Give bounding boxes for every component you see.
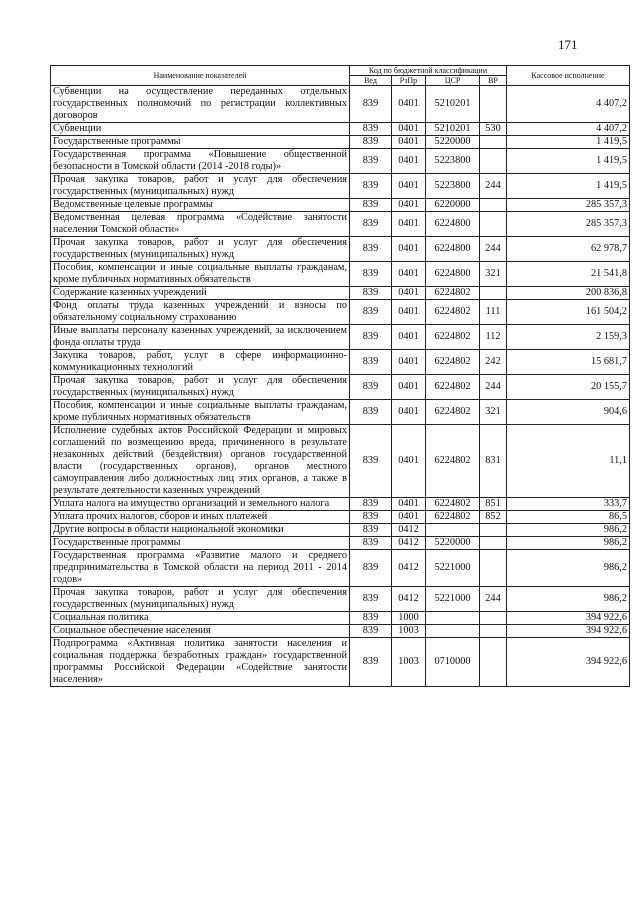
cell-sum: 20 155,7 [507, 375, 630, 400]
cell-vr [480, 524, 507, 537]
cell-csr: 6224802 [426, 300, 480, 325]
cell-vr [480, 625, 507, 638]
cell-ved: 839 [350, 612, 392, 625]
cell-vr [480, 287, 507, 300]
cell-rzpr: 1003 [392, 638, 426, 687]
cell-name: Субвенции [51, 123, 350, 136]
cell-csr [426, 524, 480, 537]
cell-csr: 6224802 [426, 350, 480, 375]
cell-csr: 0710000 [426, 638, 480, 687]
cell-name: Государственная программа «Повышение общественной безопасности в Томской области (2014 -2018 годы)» [51, 149, 350, 174]
cell-name: Прочая закупка товаров, работ и услуг для обеспечения государственных (муниципальных) нужд [51, 375, 350, 400]
cell-rzpr: 1003 [392, 625, 426, 638]
cell-sum: 2 159,3 [507, 325, 630, 350]
cell-vr: 111 [480, 300, 507, 325]
cell-sum: 333,7 [507, 498, 630, 511]
cell-sum: 394 922,6 [507, 612, 630, 625]
cell-name: Уплата налога на имущество организаций и земельного налога [51, 498, 350, 511]
cell-csr: 6224802 [426, 287, 480, 300]
cell-name: Подпрограмма «Активная политика занятости населения и социальная поддержка безработных граждан» государственной программы Российской Федерации «Содействие занятости населения» [51, 638, 350, 687]
table-row [51, 524, 630, 537]
cell-sum: 394 922,6 [507, 625, 630, 638]
cell-vr [480, 199, 507, 212]
cell-sum: 62 978,7 [507, 237, 630, 262]
cell-csr: 6224802 [426, 375, 480, 400]
header-name: Наименование показателей [51, 66, 350, 86]
cell-name: Пособия, компенсации и иные социальные выплаты гражданам, кроме публичных нормативных обязательств [51, 400, 350, 425]
cell-rzpr: 0401 [392, 199, 426, 212]
cell-ved: 839 [350, 149, 392, 174]
cell-rzpr: 0401 [392, 86, 426, 123]
cell-vr [480, 550, 507, 587]
cell-csr: 5221000 [426, 587, 480, 612]
cell-ved: 839 [350, 375, 392, 400]
cell-ved: 839 [350, 400, 392, 425]
table-row [51, 237, 630, 262]
cell-ved: 839 [350, 511, 392, 524]
cell-csr: 5210201 [426, 86, 480, 123]
cell-rzpr: 0412 [392, 550, 426, 587]
cell-ved: 839 [350, 638, 392, 687]
table-row [51, 511, 630, 524]
cell-csr: 5220000 [426, 537, 480, 550]
cell-name: Ведомственные целевые программы [51, 199, 350, 212]
page-number: 171 [558, 37, 578, 52]
cell-ved: 839 [350, 587, 392, 612]
cell-name: Ведомственная целевая программа «Содействие занятости населения Томской области» [51, 212, 350, 237]
cell-ved: 839 [350, 86, 392, 123]
cell-vr [480, 212, 507, 237]
cell-vr: 244 [480, 237, 507, 262]
cell-csr: 6220000 [426, 199, 480, 212]
cell-rzpr: 0412 [392, 537, 426, 550]
cell-name: Государственные программы [51, 537, 350, 550]
cell-rzpr: 0401 [392, 350, 426, 375]
header-code-group: Код по бюджетной классификации [350, 66, 507, 76]
cell-csr: 6224802 [426, 498, 480, 511]
cell-vr [480, 537, 507, 550]
cell-name: Социальная политика [51, 612, 350, 625]
cell-name: Другие вопросы в области национальной экономики [51, 524, 350, 537]
cell-csr: 5221000 [426, 550, 480, 587]
cell-ved: 839 [350, 425, 392, 498]
cell-name: Прочая закупка товаров, работ и услуг для обеспечения государственных (муниципальных) нужд [51, 587, 350, 612]
cell-csr: 6224802 [426, 425, 480, 498]
cell-name: Уплата прочих налогов, сборов и иных платежей [51, 511, 350, 524]
cell-csr: 6224802 [426, 325, 480, 350]
cell-rzpr: 0401 [392, 325, 426, 350]
cell-name: Субвенции на осуществление переданных отдельных государственных полномочий по регистрации коллективных договоров [51, 86, 350, 123]
cell-vr: 112 [480, 325, 507, 350]
cell-rzpr: 0401 [392, 136, 426, 149]
cell-rzpr: 0401 [392, 212, 426, 237]
cell-rzpr: 0401 [392, 174, 426, 199]
table-row [51, 350, 630, 375]
cell-csr [426, 612, 480, 625]
cell-vr: 244 [480, 375, 507, 400]
cell-sum: 4 407,2 [507, 86, 630, 123]
table-row [51, 149, 630, 174]
cell-ved: 839 [350, 287, 392, 300]
cell-sum: 986,2 [507, 537, 630, 550]
table-row [51, 123, 630, 136]
cell-name: Исполнение судебных актов Российской Федерации и мировых соглашений по возмещению вреда, причиненного в результате незаконных действий (бездействия) органов государственной власти (государственных органов), органов местного самоуправления либо должностных лиц этих органов, а также в результате деятельности казенных учреждений [51, 425, 350, 498]
cell-name: Содержание казенных учреждений [51, 287, 350, 300]
cell-rzpr: 0401 [392, 123, 426, 136]
cell-sum: 1 419,5 [507, 136, 630, 149]
cell-ved: 839 [350, 325, 392, 350]
cell-csr [426, 625, 480, 638]
cell-csr: 5223800 [426, 174, 480, 199]
table-row [51, 625, 630, 638]
cell-ved: 839 [350, 524, 392, 537]
cell-name: Прочая закупка товаров, работ и услуг для обеспечения государственных (муниципальных) нужд [51, 174, 350, 199]
table-row [51, 86, 630, 123]
table-row [51, 212, 630, 237]
cell-vr: 851 [480, 498, 507, 511]
cell-name: Фонд оплаты труда казенных учреждений и взносы по обязательному социальному страхованию [51, 300, 350, 325]
cell-vr [480, 136, 507, 149]
header-total: Кассовое исполнение [507, 66, 630, 86]
cell-vr: 242 [480, 350, 507, 375]
cell-rzpr: 0401 [392, 425, 426, 498]
table-row [51, 262, 630, 287]
cell-name: Социальное обеспечение населения [51, 625, 350, 638]
cell-sum: 11,1 [507, 425, 630, 498]
cell-sum: 986,2 [507, 550, 630, 587]
cell-rzpr: 0401 [392, 511, 426, 524]
cell-csr: 6224800 [426, 262, 480, 287]
cell-rzpr: 0401 [392, 375, 426, 400]
cell-sum: 986,2 [507, 524, 630, 537]
cell-name: Закупка товаров, работ, услуг в сфере информационно-коммуникационных технологий [51, 350, 350, 375]
cell-vr [480, 612, 507, 625]
table-row [51, 287, 630, 300]
cell-csr: 5210201 [426, 123, 480, 136]
cell-vr: 244 [480, 587, 507, 612]
cell-sum: 285 357,3 [507, 199, 630, 212]
cell-vr [480, 149, 507, 174]
cell-rzpr: 0412 [392, 587, 426, 612]
cell-sum: 161 504,2 [507, 300, 630, 325]
cell-ved: 839 [350, 350, 392, 375]
cell-rzpr: 0401 [392, 287, 426, 300]
cell-ved: 839 [350, 300, 392, 325]
cell-csr: 5223800 [426, 149, 480, 174]
budget-table [50, 65, 630, 687]
cell-vr: 530 [480, 123, 507, 136]
table-row [51, 199, 630, 212]
cell-vr [480, 86, 507, 123]
cell-sum: 21 541,8 [507, 262, 630, 287]
table-row [51, 638, 630, 687]
table-row [51, 498, 630, 511]
table-row [51, 300, 630, 325]
table-row [51, 375, 630, 400]
table-row [51, 425, 630, 498]
table-row [51, 612, 630, 625]
cell-ved: 839 [350, 550, 392, 587]
table-row [51, 136, 630, 149]
table-row [51, 325, 630, 350]
table-row [51, 400, 630, 425]
cell-vr: 321 [480, 262, 507, 287]
cell-csr: 5220000 [426, 136, 480, 149]
cell-rzpr: 0401 [392, 149, 426, 174]
cell-name: Государственная программа «Развитие малого и среднего предпринимательства в Томской области на период 2011 - 2014 годов» [51, 550, 350, 587]
cell-ved: 839 [350, 237, 392, 262]
cell-vr: 852 [480, 511, 507, 524]
header-ved: Вед [350, 76, 392, 86]
cell-name: Прочая закупка товаров, работ и услуг для обеспечения государственных (муниципальных) нужд [51, 237, 350, 262]
table-row [51, 550, 630, 587]
cell-vr: 321 [480, 400, 507, 425]
cell-rzpr: 0401 [392, 498, 426, 511]
cell-sum: 986,2 [507, 587, 630, 612]
cell-sum: 1 419,5 [507, 174, 630, 199]
cell-ved: 839 [350, 212, 392, 237]
cell-rzpr: 0412 [392, 524, 426, 537]
cell-ved: 839 [350, 123, 392, 136]
table-row [51, 587, 630, 612]
cell-ved: 839 [350, 498, 392, 511]
table-row [51, 174, 630, 199]
cell-csr: 6224800 [426, 212, 480, 237]
cell-sum: 285 357,3 [507, 212, 630, 237]
cell-vr: 831 [480, 425, 507, 498]
cell-sum: 1 419,5 [507, 149, 630, 174]
cell-ved: 839 [350, 174, 392, 199]
header-rzpr: РзПр [392, 76, 426, 86]
cell-vr [480, 638, 507, 687]
header-vr: ВР [480, 76, 507, 86]
cell-name: Иные выплаты персоналу казенных учреждений, за исключением фонда оплаты труда [51, 325, 350, 350]
cell-csr: 6224802 [426, 511, 480, 524]
cell-ved: 839 [350, 199, 392, 212]
cell-sum: 200 836,8 [507, 287, 630, 300]
cell-name: Пособия, компенсации и иные социальные выплаты гражданам, кроме публичных нормативных обязательств [51, 262, 350, 287]
cell-rzpr: 0401 [392, 300, 426, 325]
header-csr: ЦСР [426, 76, 480, 86]
cell-rzpr: 0401 [392, 262, 426, 287]
cell-rzpr: 0401 [392, 237, 426, 262]
cell-sum: 4 407,2 [507, 123, 630, 136]
cell-sum: 904,6 [507, 400, 630, 425]
cell-ved: 839 [350, 625, 392, 638]
cell-csr: 6224800 [426, 237, 480, 262]
cell-csr: 6224802 [426, 400, 480, 425]
cell-ved: 839 [350, 537, 392, 550]
cell-sum: 15 681,7 [507, 350, 630, 375]
cell-sum: 394 922,6 [507, 638, 630, 687]
cell-rzpr: 0401 [392, 400, 426, 425]
cell-ved: 839 [350, 136, 392, 149]
table-row [51, 537, 630, 550]
cell-ved: 839 [350, 262, 392, 287]
cell-name: Государственные программы [51, 136, 350, 149]
cell-vr: 244 [480, 174, 507, 199]
cell-rzpr: 1000 [392, 612, 426, 625]
cell-sum: 86,5 [507, 511, 630, 524]
